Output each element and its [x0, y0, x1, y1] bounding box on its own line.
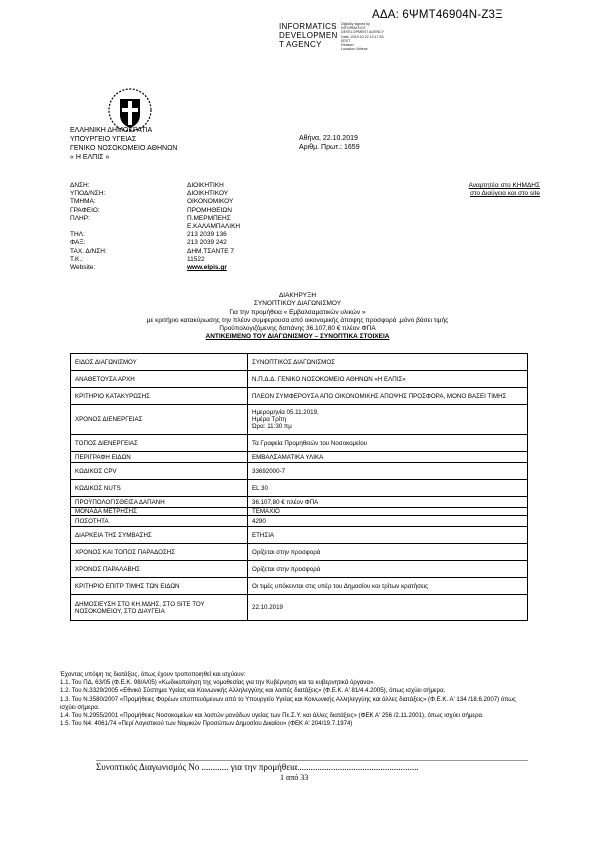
- table-row: [71, 388, 528, 405]
- row-key: ΚΩΔΙΚΟΣ NUTS: [71, 480, 248, 497]
- table-row: [71, 544, 528, 561]
- row-value: [248, 578, 528, 595]
- row-value: [248, 516, 528, 527]
- info-label: ΔΝΣΗ:: [70, 182, 90, 189]
- row-value-line: ΕΜΒΑΛΣΑΜΑΤΙΚΑ ΥΛΙΚΑ: [252, 453, 324, 461]
- header-line: ΕΛΛΗΝΙΚΗ ΔΗΜΟΚΡΑΤΙΑ: [70, 127, 153, 134]
- title-line: ΣΥΝΟΠΤΙΚΟΥ ΔΙΑΓΩΝΙΣΜΟΥ: [253, 300, 342, 308]
- row-value-line: Ώρα: 11:30 πμ: [252, 423, 292, 430]
- info-value: ΟΙΚΟΝΟΜΙΚΟΥ: [187, 198, 234, 206]
- row-key: ΑΝΑΘΕΤΟΥΣΑ ΑΡΧΗ: [71, 371, 248, 388]
- contact-values: [187, 182, 240, 272]
- row-value-line: Ημερομηνία 05.11.2019,: [252, 409, 319, 416]
- digital-signature-block: [341, 22, 384, 51]
- table-row: [71, 527, 528, 544]
- note-line: 1.2. Του Ν.3329/2005 «Εθνικό Σύστημα Υγείας και Κοινωνικής Αλληλεγγύης και λοιπές διατάξεις» (Φ.Ε.Κ. Α' 81/4.4.2005), όπως ισχύει σήμερα.: [60, 687, 446, 695]
- row-key: ΚΡΙΤΗΡΙΟ ΕΠΙΤΡ ΤΙΜΗΣ ΤΩΝ ΕΙΔΩΝ: [71, 578, 248, 595]
- agency-line: DEVELOPMEN: [279, 31, 338, 40]
- row-value: [248, 435, 528, 452]
- agency-line: INFORMATICS: [279, 22, 337, 31]
- table-row: [71, 480, 528, 497]
- notice-title: [60, 292, 535, 342]
- note-line: Έχοντας υπόψη τις διατάξεις, όπως έχουν τροποποιηθεί και ισχύουν:: [60, 671, 246, 678]
- info-label: Website:: [70, 264, 96, 272]
- row-value-line: 22.10.2019: [252, 604, 283, 611]
- row-key: ΠΕΡΙΓΡΑΦΗ ΕΙΔΩΝ: [71, 452, 248, 463]
- issuer-header: [70, 126, 177, 162]
- sig-line: DEVELOPMENT AGENCY: [341, 30, 385, 35]
- table-row: [71, 508, 528, 516]
- date-protocol: [299, 134, 360, 152]
- info-label: ΓΡΑΦΕΙΟ:: [70, 206, 100, 214]
- agency-line: T AGENCY: [279, 40, 322, 49]
- title-line: Για την προμήθεια « Εμβαλσαματικών υλικών »: [229, 308, 366, 316]
- row-value-line: Ορίζεται στην προσφορά: [252, 548, 321, 556]
- protocol-number: Αριθμ. Πρωτ.: 1659: [299, 144, 360, 151]
- row-value: [248, 544, 528, 561]
- header-line: « Η ΕΛΠΙΣ »: [70, 154, 110, 161]
- row-value: [248, 527, 528, 544]
- row-key: ΧΡΟΝΟΣ ΔΙΕΝΕΡΓΕΙΑΣ: [71, 405, 248, 435]
- header-line: ΥΠΟΥΡΓΕΙΟ ΥΓΕΙΑΣ: [70, 136, 137, 143]
- row-key: ΜΟΝΑΔΑ ΜΕΤΡΗΣΗΣ: [71, 508, 248, 516]
- info-label: [70, 223, 107, 231]
- tender-summary-table: [70, 353, 528, 621]
- row-value-line: ΣΥΝΟΠΤΙΚΟΣ ΔΙΑΓΩΝΙΣΜΟΣ: [252, 358, 335, 366]
- row-value-line: Οι τιμές υπόκεινται στις υπέρ του Δημοσίου και τρίτων κρατήσεις: [252, 582, 429, 590]
- info-label: ΤΜΗΜΑ:: [70, 198, 96, 206]
- info-label: ΥΠΟΔ/ΝΣΗ:: [70, 190, 106, 198]
- note-line: 1.3. Του Ν.3580/2007 «Προμήθειες Φορέων εποπτευόμενων από το Υπουργείο Υγείας και Κοινωνικής Αλληλεγγύης και άλλες διατάξεις» (Φ.Ε.Κ. Α' 134 /18.6.2007) όπως ισχύει σήμερα.: [60, 695, 516, 711]
- table-row: [71, 578, 528, 595]
- note-line: 1.4. Του Ν.2955/2001 «Προμήθειες Νοσοκομείων και λοιπών μονάδων υγείας των Πε.Σ.Υ. και άλλες διατάξεις» (ΦΕΚ Α' 256 /2.11.2001), όπως ισχύει σήμερα.: [60, 712, 484, 720]
- sig-line: Digitally signed by: [341, 22, 370, 26]
- row-key: ΔΗΜΟΣΙΕΥΣΗ ΣΤΟ ΚΗ.ΜΔΗΣ, ΣΤΟ SITE ΤΟΥ ΝΟΣΟΚΟΜΕΙΟΥ, ΣΤΟ ΔΙΑΥΓΕΙΑ: [71, 595, 248, 621]
- sig-line: Date: 2019.10.22 13:17:53: [341, 34, 384, 39]
- info-value: ΔΙΟΙΚΗΤΙΚΟΥ: [187, 190, 229, 198]
- info-value: 11522: [187, 255, 205, 263]
- row-key: ΧΡΟΝΟΣ ΠΑΡΑΛΑΒΗΣ: [71, 561, 248, 578]
- info-label: Τ.Κ.:: [70, 255, 84, 263]
- table-row: [71, 516, 528, 527]
- row-value-line: EL 30: [252, 484, 268, 492]
- row-key: ΕΙΔΟΣ ΔΙΑΓΩΝΙΣΜΟΥ: [71, 354, 248, 371]
- row-value: [248, 371, 528, 388]
- row-value: [248, 561, 528, 578]
- table-row: [71, 435, 528, 452]
- footer-text: Συνοπτικός Διαγωνισμός Νο ............ για την προμήθεια......................................................: [96, 762, 419, 772]
- agency-name: [279, 22, 338, 49]
- sig-line: EEST: [341, 38, 351, 43]
- row-value-line: Τα Γραφεία Προμηθειών του Νοσοκομείου: [252, 439, 368, 447]
- row-value: [248, 497, 528, 508]
- row-key: ΔΙΑΡΚΕΙΑ ΤΗΣ ΣΥΜΒΑΣΗΣ: [71, 527, 248, 544]
- website-link[interactable]: www.elpis.gr: [187, 264, 227, 272]
- row-value-line: Ν.Π.Δ.Δ. ΓΕΝΙΚΟ ΝΟΣΟΚΟΜΕΙΟ ΑΘΗΝΩΝ «Η ΕΛΠΙΣ»: [252, 375, 406, 383]
- table-row: [71, 595, 528, 621]
- info-value: 213 2039 136: [187, 231, 227, 239]
- row-value: [248, 463, 528, 480]
- info-label: ΦΑΞ:: [70, 239, 86, 247]
- sig-line: INFORMATICS: [341, 26, 366, 31]
- sig-line: Location: Athens: [341, 47, 368, 52]
- note-line: 1.5. Του Ν4. 4061/74 «Περί Λογιστικού των Νομικών Προσώπων Δημοσίου Δικαίου» (ΦΕΚ Α' 204/19.7.1974): [60, 720, 353, 728]
- row-value-line: Ημέρα Τρίτη: [252, 416, 287, 423]
- row-value: [248, 354, 528, 371]
- section-heading: ΑΝΤΙΚΕΙΜΕΝΟ ΤΟΥ ΔΙΑΓΩΝΙΣΜΟΥ – ΣΥΝΟΠΤΙΚΑ ΣΤΟΙΧΕΙΑ: [205, 333, 390, 341]
- footer-divider: [96, 760, 528, 761]
- info-value: ΔΙΟΙΚΗΤΙΚΗ: [187, 182, 224, 189]
- page-number: 1 από 33: [280, 773, 309, 782]
- ada-code: ΑΔΑ: 6ΨΜΤ46904Ν-Ζ3Ξ: [372, 9, 503, 21]
- table-row: [71, 371, 528, 388]
- row-key: ΠΡΟΫΠΟΛΟΓΙΣΘΕΙΣΑ ΔΑΠΑΝΗ: [71, 497, 248, 508]
- posting-note-line: στο Διαύγεια και στο site: [469, 190, 540, 198]
- table-row: [71, 463, 528, 480]
- title-line: Προϋπολογιζόμενης δαπάνης 36.107,80 € πλέον ΦΠΑ: [219, 325, 376, 333]
- legal-references: [60, 671, 530, 728]
- info-label: ΤΗΛ:: [70, 231, 85, 239]
- info-value: ΔΗΜ.ΤΣΑΝΤΕ 7: [187, 247, 235, 255]
- title-line: ΔΙΑΚΗΡΥΞΗ: [278, 292, 317, 299]
- row-value-line: 36.107,80 € πλέον ΦΠΑ: [252, 498, 319, 506]
- row-value-line: ΤΕΜΑΧΙΟ: [252, 508, 280, 515]
- title-line: με κριτήριο κατακύρωσης την πλέον συμφερουσα από οικονομικής άποψης προσφορά ,μόνο βάσει τιμής: [146, 316, 449, 324]
- table-row: [71, 497, 528, 508]
- row-value: [248, 405, 528, 435]
- row-key: ΚΩΔΙΚΟΣ CPV: [71, 463, 248, 480]
- contact-labels: [70, 182, 107, 272]
- table-row: [71, 354, 528, 371]
- header-line: ΓΕΝΙΚΟ ΝΟΣΟΚΟΜΕΙΟ ΑΘΗΝΩΝ: [70, 145, 178, 152]
- posting-note-line: Αναρτητέα στο ΚΗΜΔΗΣ: [468, 182, 540, 189]
- row-value: [248, 388, 528, 405]
- info-value: Π.ΜΕΡΜΠΕΗΣ: [187, 214, 231, 222]
- info-value: 213 2039 242: [187, 239, 227, 247]
- table-row: [71, 452, 528, 463]
- row-value-line: 4290: [252, 517, 266, 525]
- row-key: ΚΡΙΤΗΡΙΟ ΚΑΤΑΚΥΡΩΣΗΣ: [71, 388, 248, 405]
- row-value: [248, 452, 528, 463]
- note-line: 1.1. Του ΠΔ. 63/05 (Φ.Ε.Κ. 98/Α/05) «Κωδικοποίηση της νομοθεσίας για την Κυβέρνηση και τα κυβερνητικά όργανα».: [60, 679, 376, 687]
- row-value-line: ΕΤΗΣΙΑ: [252, 531, 275, 539]
- row-value: [248, 508, 528, 516]
- row-value: [248, 595, 528, 621]
- row-value-line: 33692000-7: [252, 467, 286, 475]
- row-value-line: ΠΛΕΟΝ ΣΥΜΦΕΡΟΥΣΑ ΑΠΟ ΟΙΚΟΝΟΜΙΚΗΣ ΑΠΟΨΗΣ ΠΡΟΣΦΟΡΑ, ΜΟΝΟ ΒΑΣΕΙ ΤΙΜΗΣ: [252, 392, 507, 400]
- info-value: Ε.ΚΑΛΑΜΠΑΛΙΚΗ: [187, 223, 241, 231]
- info-label: ΤΑΧ. Δ/ΝΣΗ:: [70, 247, 107, 255]
- table-row: [71, 561, 528, 578]
- info-label: ΠΛΗΡ:: [70, 214, 90, 222]
- document-date: Αθήνα, 22.10.2019: [299, 135, 358, 142]
- row-value: [248, 480, 528, 497]
- row-key: ΧΡΟΝΟΣ ΚΑΙ ΤΟΠΟΣ ΠΑΡΑΔΟΣΗΣ: [71, 544, 248, 561]
- info-value: ΠΡΟΜΗΘΕΙΩΝ: [187, 206, 232, 214]
- posting-note: [417, 182, 540, 198]
- row-key: ΤΟΠΟΣ ΔΙΕΝΕΡΓΕΙΑΣ: [71, 435, 248, 452]
- table-row: [71, 405, 528, 435]
- sig-line: Reason:: [341, 43, 355, 48]
- row-value-line: Ορίζεται στην προσφορά: [252, 565, 321, 573]
- row-key: ΠΟΣΟΤΗΤΑ: [71, 516, 248, 527]
